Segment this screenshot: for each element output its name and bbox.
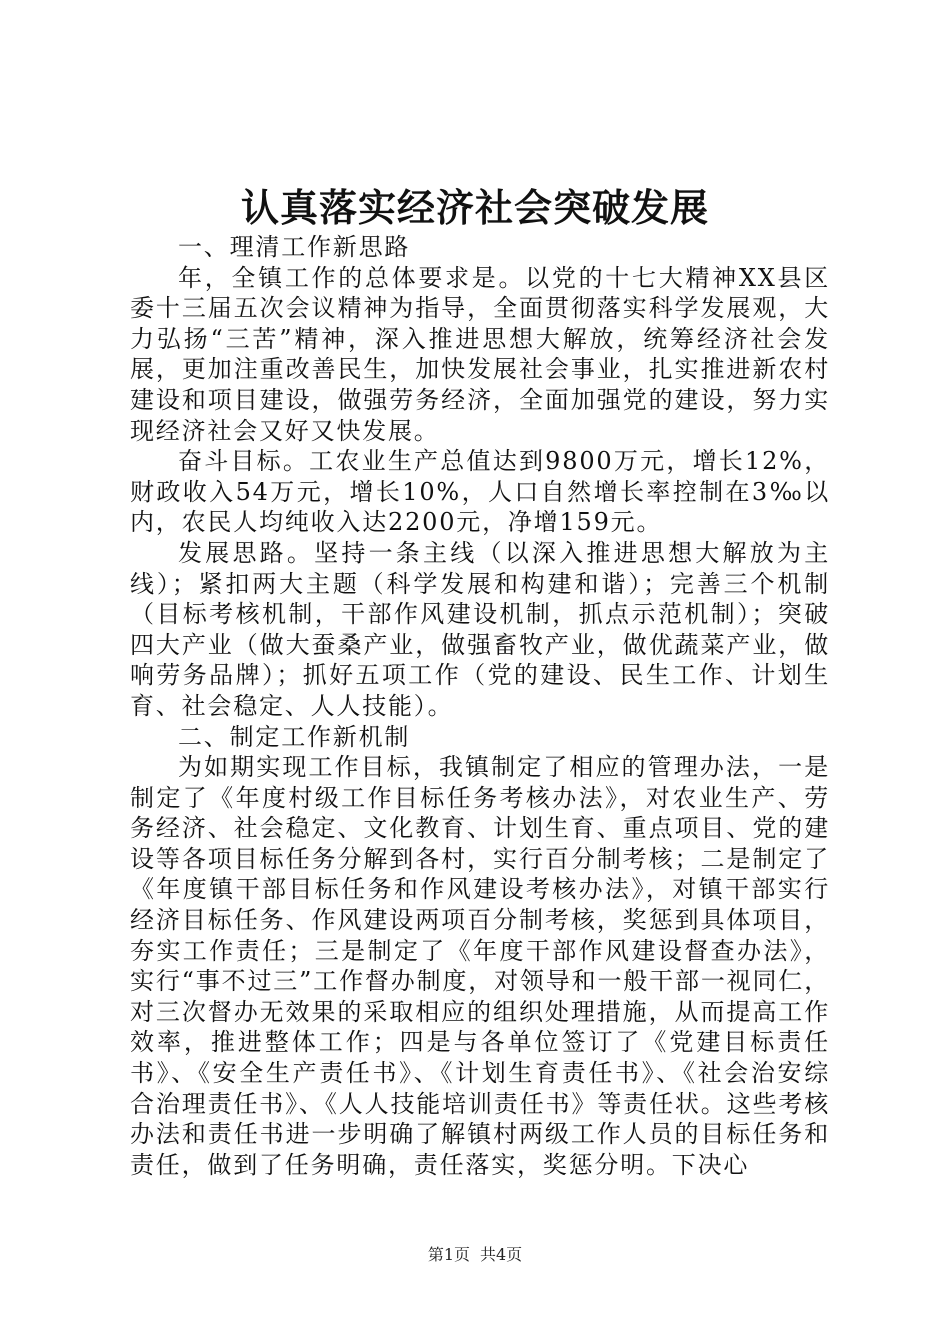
paragraph-goals: 奋斗目标。工农业生产总值达到9800万元，增长12%，财政收入54万元，增长10%，人口自然增长率控制在3‰以内，农民人均纯收入达2200元，净增159元。 xyxy=(130,447,830,537)
section-heading-1: 一、理清工作新思路 xyxy=(178,233,411,261)
total-pages: 共4页 xyxy=(480,1245,523,1264)
paragraph-development-ideas: 发展思路。坚持一条主线（以深入推进思想大解放为主线）；紧扣两大主题（科学发展和构建和谐）；完善三个机制（目标考核机制，干部作风建设机制，抓点示范机制）；突破四大产业（做大蚕桑产业，做强畜牧产业，做优蔬菜产业，做响劳务品牌）；抓好五项工作（党的建设、民生工作、计划生育、社会稳定、人人技能）。 xyxy=(130,538,830,720)
paragraph-overall-requirements: 年，全镇工作的总体要求是。以党的十七大精神XX县区委十三届五次会议精神为指导，全面贯彻落实科学发展观，大力弘扬“三苦”精神，深入推进思想大解放，统筹经济社会发展，更加注重改善民生，加快发展社会事业，扎实推进新农村建设和项目建设，做强劳务经济，全面加强党的建设，努力实现经济社会又好又快发展。 xyxy=(130,263,830,445)
page-footer xyxy=(0,1244,950,1266)
page-number: 第1页 xyxy=(427,1245,470,1264)
paragraph-mechanisms: 为如期实现工作目标，我镇制定了相应的管理办法，一是制定了《年度村级工作目标任务考核办法》，对农业生产、劳务经济、社会稳定、文化教育、计划生育、重点项目、党的建设等各项目标任务分解到各村，实行百分制考核；二是制定了《年度镇干部目标任务和作风建设考核办法》，对镇干部实行经济目标任务、作风建设两项百分制考核，奖惩到具体项目，夯实工作责任；三是制定了《年度干部作风建设督查办法》，实行“事不过三”工作督办制度，对领导和一般干部一视同仁，对三次督办无效果的采取相应的组织处理措施，从而提高工作效率，推进整体工作；四是与各单位签订了《党建目标责任书》、《安全生产责任书》、《计划生育责任书》、《社会治安综合治理责任书》、《人人技能培训责任书》等责任状。这些考核办法和责任书进一步明确了解镇村两级工作人员的目标任务和责任，做到了任务明确，责任落实，奖惩分明。下决心 xyxy=(130,753,830,1179)
document-body xyxy=(130,232,830,1180)
section-heading-2: 二、制定工作新机制 xyxy=(178,722,411,751)
document-title: 认真落实经济社会突破发展 xyxy=(240,185,709,230)
